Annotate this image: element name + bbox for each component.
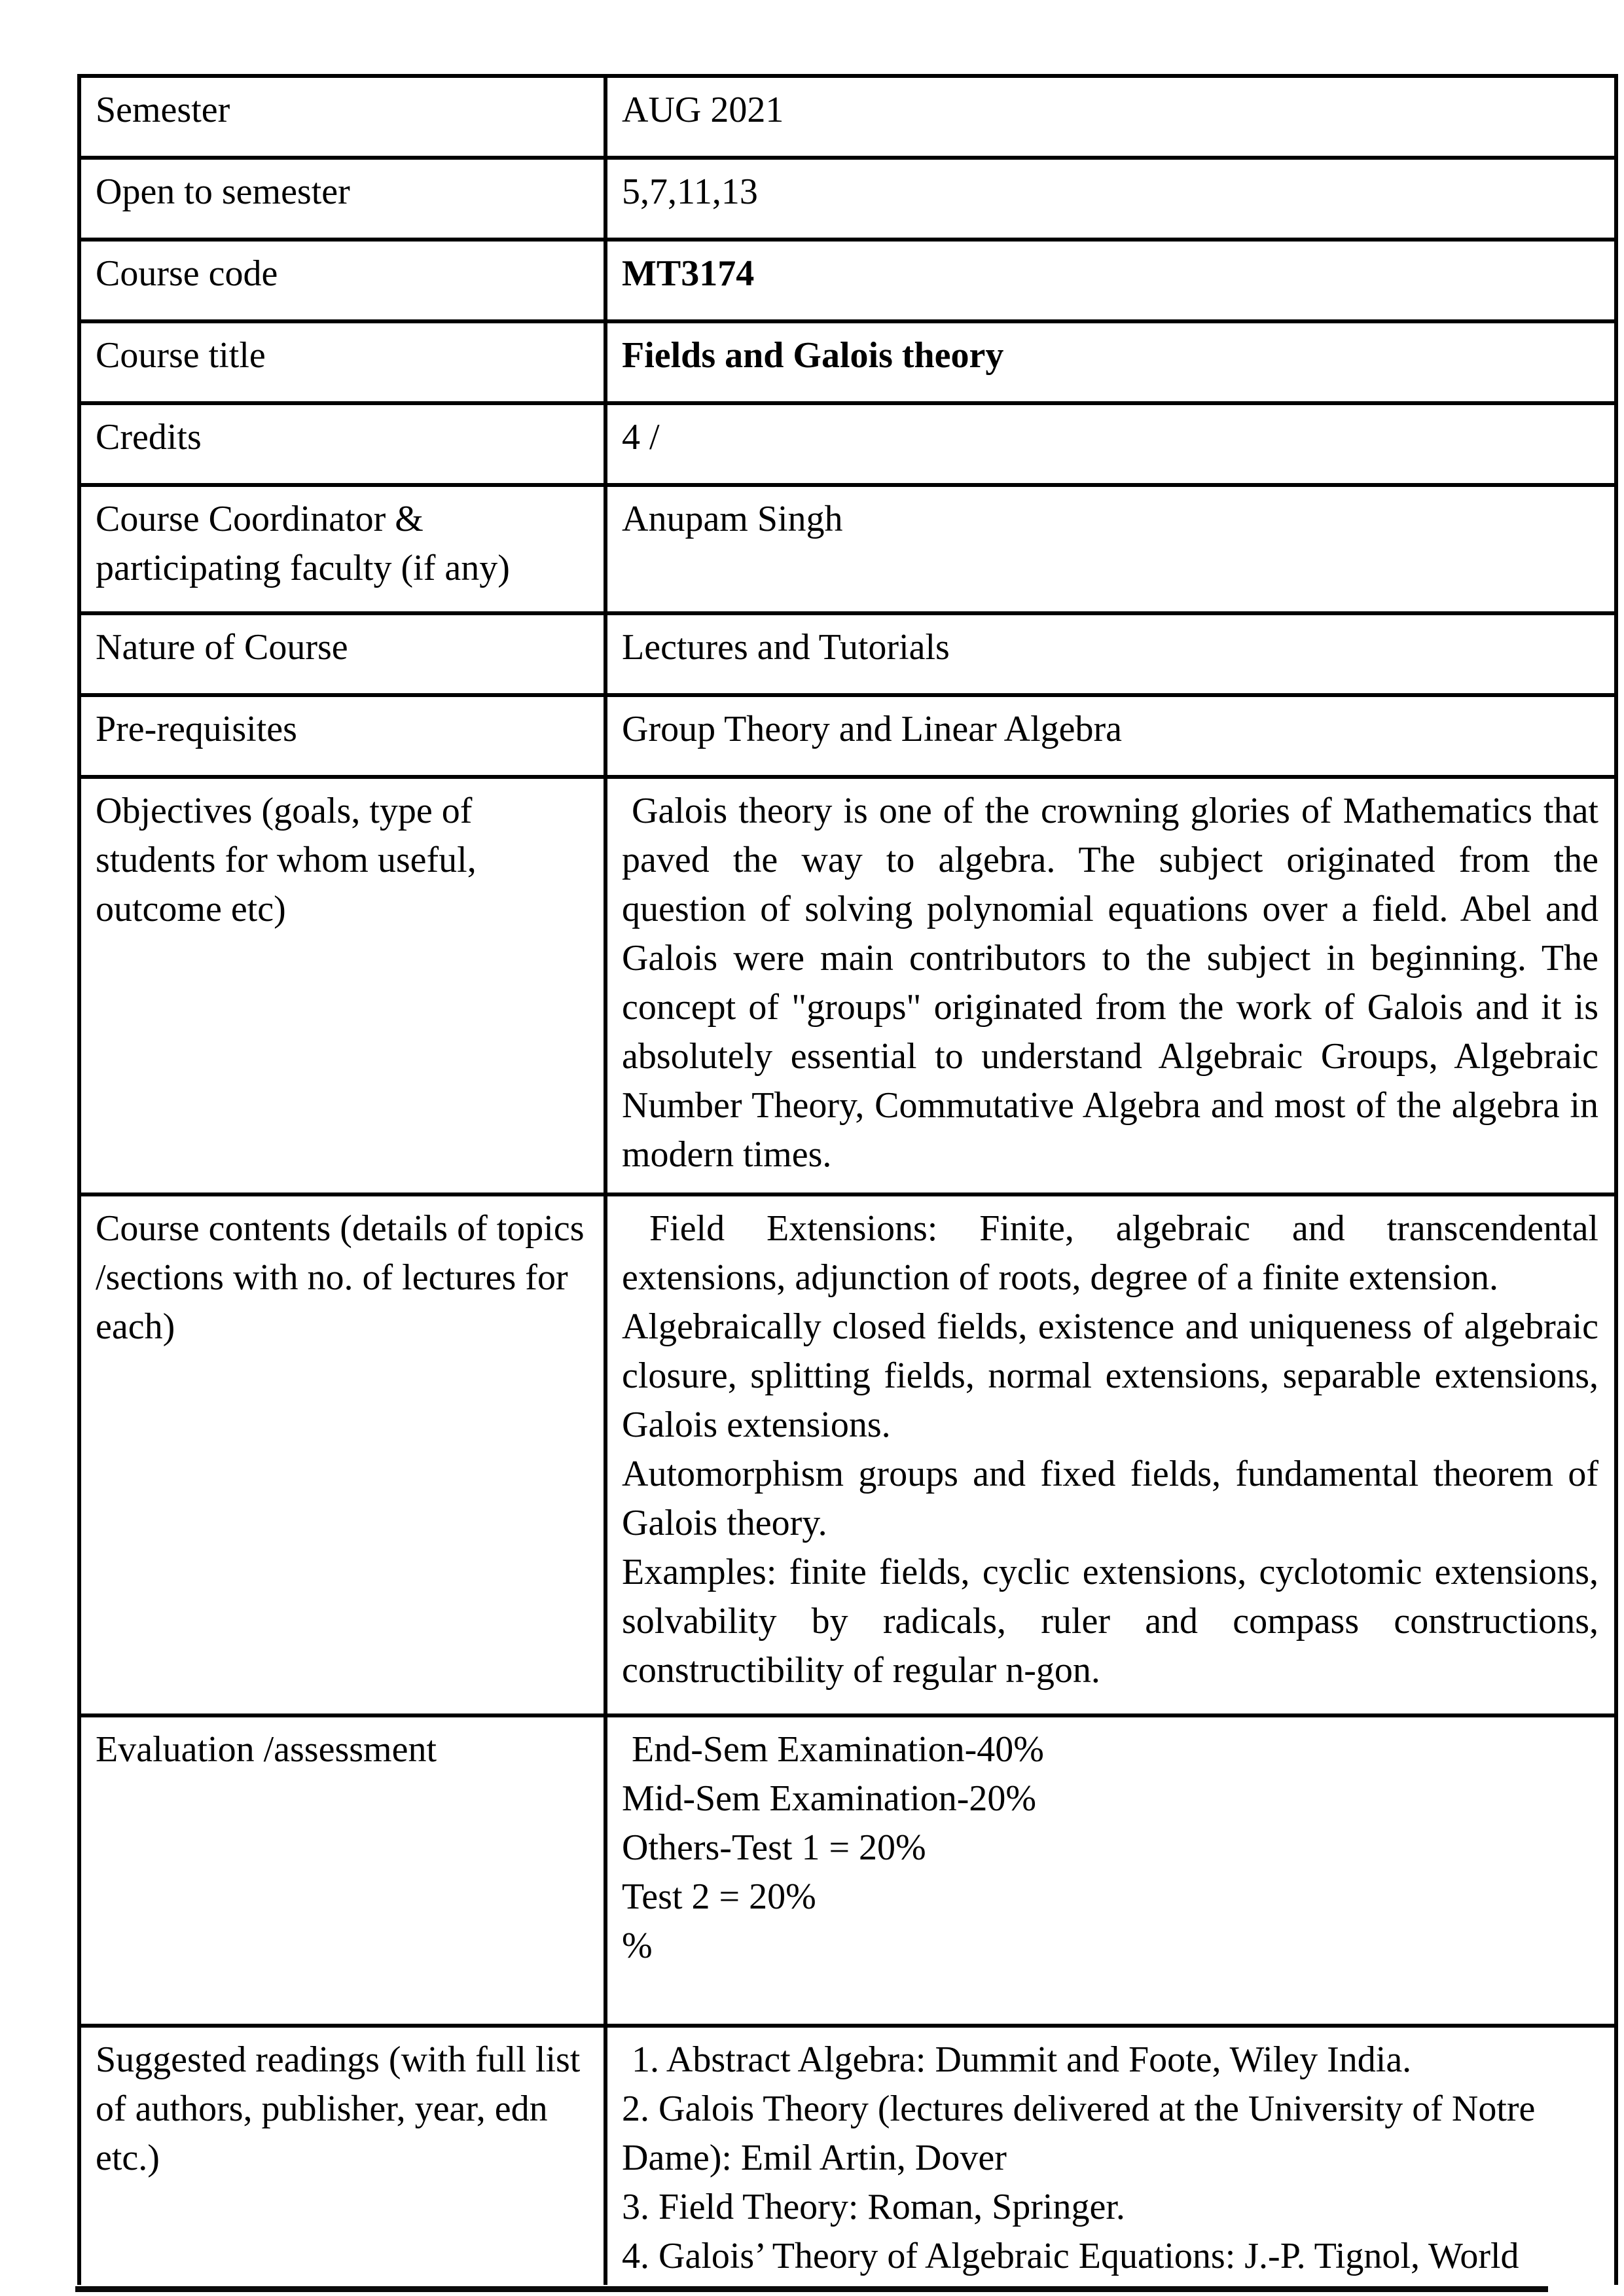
course-info-table <box>77 74 1618 2285</box>
reading-item-3: 3. Field Theory: Roman, Springer. <box>622 2187 1125 2227</box>
table-row-credits <box>79 403 1616 485</box>
row-value-credits: 4 / <box>605 403 1616 485</box>
row-label-evaluation: Evaluation /assessment <box>79 1715 605 2026</box>
reading-item-1: 1. Abstract Algebra: Dummit and Foote, Wiley India. <box>632 2039 1412 2080</box>
evaluation-line-midsem: Mid-Sem Examination-20% <box>622 1778 1037 1819</box>
row-label-course-contents: Course contents (details of topics /sections with no. of lectures for each) <box>79 1194 605 1715</box>
row-label-course-code: Course code <box>79 240 605 321</box>
row-value-objectives <box>605 777 1616 1194</box>
contents-paragraph-4: Examples: finite fields, cyclic extensions, cyclotomic extensions, solvability by radicals, ruler and compass constructions, constructibility of regular n-gon. <box>622 1552 1598 1691</box>
row-label-prerequisites: Pre-requisites <box>79 695 605 777</box>
table-row-prerequisites <box>79 695 1616 777</box>
row-label-course-title: Course title <box>79 321 605 403</box>
table-row-objectives <box>79 777 1616 1194</box>
row-label-nature-of-course: Nature of Course <box>79 613 605 695</box>
row-value-evaluation <box>605 1715 1616 2026</box>
page-bottom-rule <box>75 2286 1548 2292</box>
row-value-open-to-semester: 5,7,11,13 <box>605 158 1616 240</box>
contents-paragraph-2: Algebraically closed fields, existence and uniqueness of algebraic closure, splitting fields, normal extensions, separable extensions, Galois extensions. <box>622 1306 1598 1445</box>
row-value-course-code: MT3174 <box>605 240 1616 321</box>
contents-paragraph-1: Field Extensions: Finite, algebraic and transcendental extensions, adjunction of roots, degree of a finite extension. <box>622 1208 1598 1298</box>
row-value-nature-of-course: Lectures and Tutorials <box>605 613 1616 695</box>
row-value-course-contents <box>605 1194 1616 1715</box>
row-label-open-to-semester: Open to semester <box>79 158 605 240</box>
table-row-course-title <box>79 321 1616 403</box>
row-label-objectives: Objectives (goals, type of students for whom useful, outcome etc) <box>79 777 605 1194</box>
row-label-readings: Suggested readings (with full list of authors, publisher, year, edn etc.) <box>79 2026 605 2285</box>
table-row-readings <box>79 2026 1616 2285</box>
row-label-credits: Credits <box>79 403 605 485</box>
table-row-open-to-semester <box>79 158 1616 240</box>
row-value-prerequisites: Group Theory and Linear Algebra <box>605 695 1616 777</box>
reading-item-2: 2. Galois Theory (lectures delivered at the University of Notre Dame): Emil Artin, Dover <box>622 2089 1536 2178</box>
table-row-course-code <box>79 240 1616 321</box>
contents-paragraph-3: Automorphism groups and fixed fields, fundamental theorem of Galois theory. <box>622 1454 1598 1543</box>
table-row-course-contents <box>79 1194 1616 1715</box>
reading-item-4: 4. Galois’ Theory of Algebraic Equations: J.-P. Tignol, World <box>622 2236 1519 2276</box>
row-value-semester: AUG 2021 <box>605 76 1616 158</box>
table-row-nature-of-course <box>79 613 1616 695</box>
row-label-semester: Semester <box>79 76 605 158</box>
table-row-semester <box>79 76 1616 158</box>
evaluation-line-endsem: End-Sem Examination-40% <box>632 1729 1044 1770</box>
evaluation-line-test2: Test 2 = 20% <box>622 1876 816 1917</box>
row-value-readings <box>605 2026 1616 2285</box>
row-value-course-title: Fields and Galois theory <box>605 321 1616 403</box>
objectives-paragraph: Galois theory is one of the crowning glories of Mathematics that paved the way to algebra. The subject originated from the question of solving polynomial equations over a field. Abel and Galois were main contributors to the subject in beginning. The concept of "groups" originated from the work of Galois and it is absolutely essential to understand Algebraic Groups, Algebraic Number Theory, Commutative Algebra and most of the algebra in modern times. <box>622 791 1598 1175</box>
row-value-coordinator: Anupam Singh <box>605 485 1616 613</box>
evaluation-line-others-test1: Others-Test 1 = 20% <box>622 1827 926 1868</box>
table-row-evaluation <box>79 1715 1616 2026</box>
table-row-coordinator <box>79 485 1616 613</box>
evaluation-line-percent: % <box>622 1926 653 1966</box>
row-label-coordinator: Course Coordinator & participating faculty (if any) <box>79 485 605 613</box>
